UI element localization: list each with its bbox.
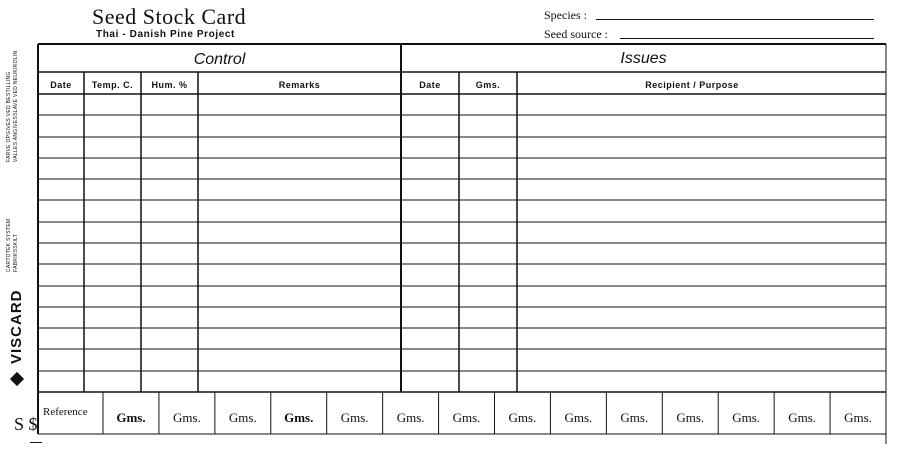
footer-gms-cell[interactable]: Gms. [452,410,481,425]
margin-print-note-2: VALLES ANGIVESSLAVE VED NEUKIROLIN [13,50,19,162]
section-title-control: Control [193,51,246,68]
footer-reference-label: Reference [43,406,88,418]
card-title: Seed Stock Card [92,4,247,29]
bottom-dash [30,442,42,443]
section-title-issues: Issues [620,50,667,67]
seed-source-label: Seed source : [544,27,608,41]
col-head-issue-gms: Gms. [475,80,501,90]
col-head-date: Date [50,80,72,90]
brand-logo: VISCARD [8,289,25,364]
col-head-remarks: Remarks [278,80,321,90]
seed-source-field[interactable] [620,38,874,39]
card-subtitle: Thai - Danish Pine Project [96,29,235,40]
footer-gms-cell[interactable]: Gms. [844,410,872,425]
margin-print-note-4: FABRIKSSKILT [13,233,19,272]
col-head-issue-date: Date [419,80,441,90]
footer-gms-cell[interactable]: Gms. [340,410,369,425]
col-head-humidity: Hum. % [151,80,188,90]
footer-gms-cell[interactable]: Gms. [620,410,649,425]
margin-print-note-1: FARVE OPGIVES VED BESTILLING [6,71,12,162]
col-head-recipient-purpose: Recipient / Purpose [645,80,739,90]
footer-gms-cell[interactable]: Gms. [676,410,705,425]
col-head-temp: Temp. C. [91,80,134,90]
footer-gms-cell[interactable]: Gms. [788,410,816,425]
footer-gms-cell[interactable]: Gms. [228,410,257,425]
footer-gms-cell[interactable]: Gms. [396,410,425,425]
footer-gms-cell[interactable]: Gms. [116,410,146,425]
footer-gms-cell[interactable]: Gms. [172,410,201,425]
margin-print-note-3: CARTOTEK SYSTEM [6,218,12,272]
species-label: Species : [544,8,587,22]
footer-gms-cell[interactable]: Gms. [508,410,537,425]
footer-gms-cell[interactable]: Gms. [732,410,761,425]
species-field[interactable] [596,19,874,20]
footer-gms-cell[interactable]: Gms. [564,410,593,425]
bottom-mark: S $ [14,414,38,434]
footer-gms-cell[interactable]: Gms. [284,410,314,425]
